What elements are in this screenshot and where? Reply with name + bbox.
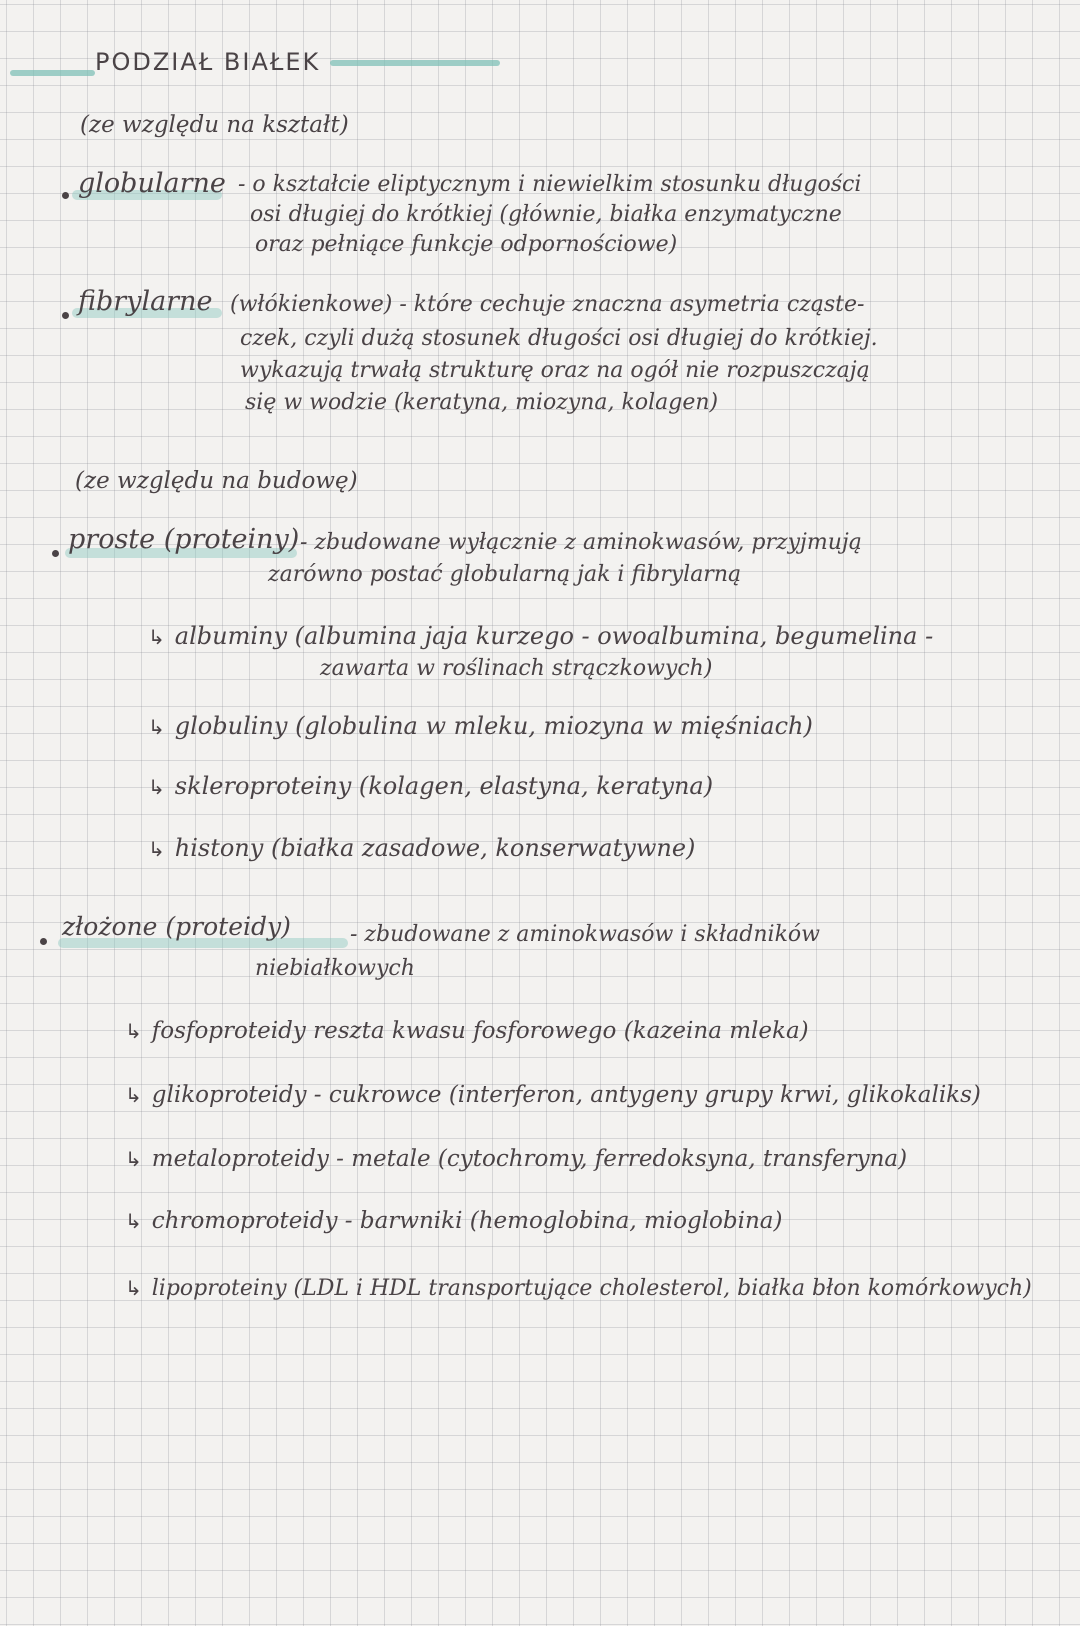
fibrylarne-line-3: wykazują trwałą strukturę oraz na ogół nie rozpuszczają	[240, 358, 870, 383]
term-globularne: globularne	[78, 168, 226, 199]
term-zlozone: złożone (proteidy)	[62, 912, 291, 941]
arrow-icon: ↳	[148, 775, 165, 799]
bullet-dot-icon	[52, 550, 59, 557]
arrow-icon: ↳	[125, 1147, 142, 1171]
arrow-icon: ↳	[148, 625, 165, 649]
zlozone-sub-fosfoproteidy: ↳ fosfoproteidy reszta kwasu fosforowego (kazeina mleka)	[125, 1018, 809, 1044]
globularne-line-2: osi długiej do krótkiej (głównie, białka enzymatyczne	[250, 202, 842, 227]
proste-sub-skleroproteiny: ↳ skleroproteiny (kolagen, elastyna, keratyna)	[148, 772, 714, 800]
proste-sub-albuminy-line-2: zawarta w roślinach strączkowych)	[320, 656, 713, 681]
proste-sub-albuminy: ↳ albuminy (albumina jaja kurzego - owoalbumina, begumelina -	[148, 622, 934, 650]
arrow-icon: ↳	[125, 1276, 142, 1300]
proste-sub-histony: ↳ histony (białka zasadowe, konserwatywne)	[148, 834, 696, 862]
term-proste: proste (proteiny)	[68, 524, 300, 555]
globularne-line-1: - o kształcie eliptycznym i niewielkim stosunku długości	[238, 172, 862, 197]
zlozone-sub-glikoproteidy: ↳ glikoproteidy - cukrowce (interferon, antygeny grupy krwi, glikokaliks)	[125, 1082, 981, 1108]
proste-line-2: zarówno postać globularną jak i fibrylarną	[268, 562, 742, 587]
arrow-icon: ↳	[148, 837, 165, 861]
page-title: PODZIAŁ BIAŁEK	[95, 48, 321, 76]
title-underline-left	[10, 70, 95, 76]
bullet-dot-icon	[62, 192, 69, 199]
zlozone-sub-chromoproteidy: ↳ chromoproteidy - barwniki (hemoglobina, mioglobina)	[125, 1208, 783, 1234]
title-underline-right	[330, 60, 500, 66]
section2-subtitle: (ze względu na budowę)	[75, 468, 358, 494]
term-fibrylarne: fibrylarne	[78, 286, 213, 317]
zlozone-line-2: niebiałkowych	[255, 956, 415, 981]
zlozone-sub-metaloproteidy: ↳ metaloproteidy - metale (cytochromy, ferredoksyna, transferyna)	[125, 1146, 908, 1172]
fibrylarne-line-1: (włókienkowe) - które cechuje znaczna asymetria cząste-	[230, 292, 865, 317]
arrow-icon: ↳	[148, 715, 165, 739]
proste-line-1: - zbudowane wyłącznie z aminokwasów, przyjmują	[300, 530, 862, 555]
section1-subtitle: (ze względu na kształt)	[80, 112, 349, 138]
bullet-dot-icon	[40, 938, 47, 945]
arrow-icon: ↳	[125, 1019, 142, 1043]
bullet-dot-icon	[62, 312, 69, 319]
fibrylarne-line-2: czek, czyli dużą stosunek długości osi długiej do krótkiej.	[240, 326, 878, 351]
arrow-icon: ↳	[125, 1209, 142, 1233]
proste-sub-globuliny: ↳ globuliny (globulina w mleku, miozyna w mięśniach)	[148, 712, 813, 740]
globularne-line-3: oraz pełniące funkcje odpornościowe)	[255, 232, 678, 257]
fibrylarne-line-4: się w wodzie (keratyna, miozyna, kolagen)	[245, 390, 719, 415]
arrow-icon: ↳	[125, 1083, 142, 1107]
zlozone-line-1: - zbudowane z aminokwasów i składników	[350, 922, 820, 947]
zlozone-sub-lipoproteiny: ↳ lipoproteiny (LDL i HDL transportujące cholesterol, białka błon komórkowych)	[125, 1276, 1032, 1301]
